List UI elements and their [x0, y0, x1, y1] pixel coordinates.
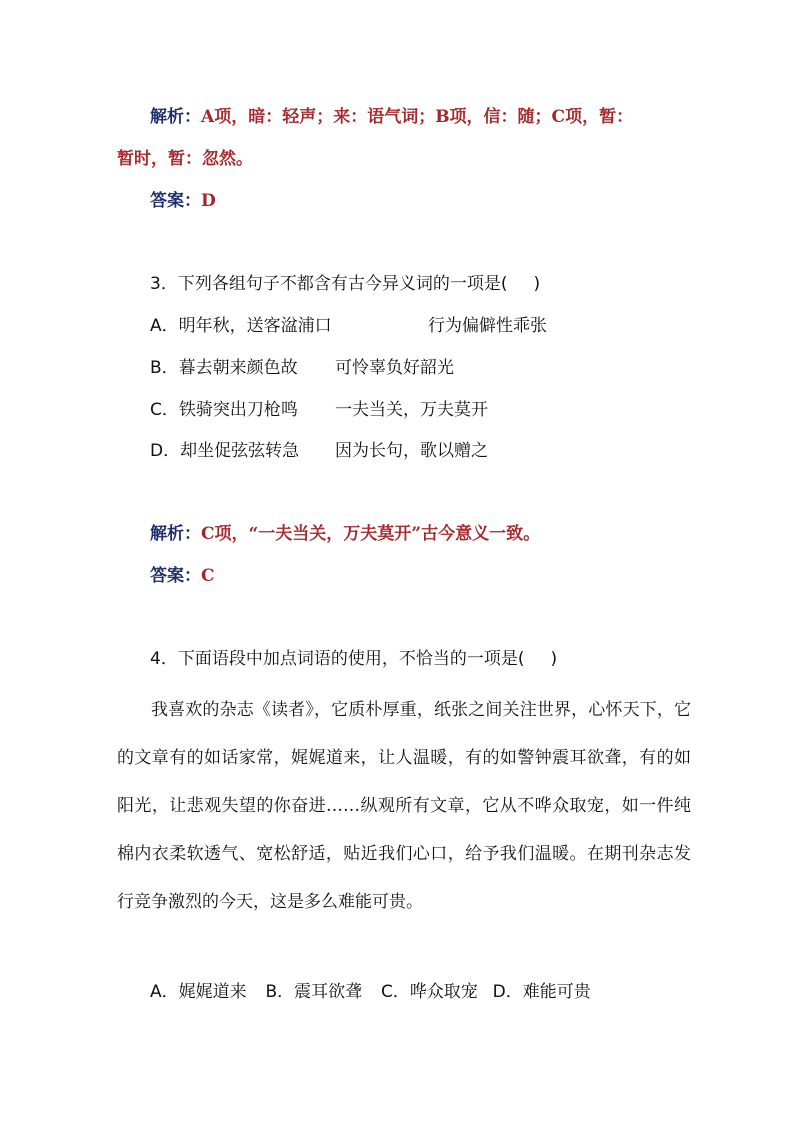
- option-c: [150, 398, 298, 422]
- answer-value: C: [201, 566, 215, 586]
- option-d-second: [335, 439, 488, 463]
- choice-c-text: 哗众取宠: [409, 982, 478, 1002]
- option-a-second: [428, 314, 547, 338]
- question-4-choices: [150, 980, 591, 1004]
- question-3-stem: [150, 272, 540, 296]
- question-4-text: 4．下面语段中加点词语的使用，不恰当的一项是(: [150, 649, 525, 669]
- answer-value: D: [201, 191, 216, 211]
- analysis-1-line-1: [150, 105, 633, 129]
- choice-a-label: A．: [150, 982, 179, 1002]
- answer-label: 答案：: [150, 566, 201, 586]
- option-label: C．: [150, 400, 179, 420]
- option-sentence-2: 可怜辜负好韶光: [335, 358, 454, 378]
- option-sentence-1: 明年秋，送客湓浦口: [178, 316, 332, 336]
- choice-d-text: 难能可贵: [522, 982, 591, 1002]
- choice-b-text: 震耳欲聋: [294, 982, 363, 1002]
- choice-c-label: C．: [380, 982, 410, 1002]
- analysis-label: 解析：: [150, 524, 201, 544]
- option-label: B．: [150, 358, 179, 378]
- option-c-second: [335, 398, 488, 422]
- analysis-text-continued: 暂时，暂：忽然。: [117, 149, 253, 169]
- analysis-text: C项，“一夫当关，万夫莫开”古今意义一致。: [201, 524, 541, 544]
- analysis-1-line-2: [117, 147, 253, 171]
- option-a: [150, 314, 332, 338]
- choice-d-label: D．: [492, 982, 523, 1002]
- option-d: [150, 439, 299, 463]
- analysis-text: A项，暗：轻声；来：语气词；B项，信：随；C项，暂：: [201, 107, 634, 127]
- option-sentence-2: 行为偏僻性乖张: [428, 316, 547, 336]
- answer-1: [150, 189, 216, 213]
- option-sentence-1: 铁骑突出刀枪鸣: [178, 400, 298, 420]
- question-3-text: 3．下列各组句子不都含有古今异义词的一项是(: [150, 274, 508, 294]
- option-label: A．: [150, 316, 179, 336]
- analysis-label: 解析：: [150, 107, 201, 127]
- question-3-close-paren: ): [533, 274, 541, 294]
- option-b-second: [335, 356, 454, 380]
- answer-2: [150, 564, 215, 588]
- question-4-passage: 我喜欢的杂志《读者》，它质朴厚重，纸张之间关注世界，心怀天下，它的文章有的如话家常，娓娓道来，让人温暖，有的如警钟震耳欲聋，有的如阳光，让悲观失望的你奋进……纵观所有文章，它从不哗众取宠，如一件纯棉内衣柔软透气、宽松舒适，贴近我们心口，给予我们温暖。在期刊杂志发行竞争激烈的今天，这是多么难能可贵。: [117, 700, 691, 912]
- question-4-stem: [150, 647, 557, 671]
- answer-label: 答案：: [150, 191, 201, 211]
- question-4-close-paren: ): [550, 649, 558, 669]
- choice-a-text: 娓娓道来: [178, 982, 247, 1002]
- option-sentence-1: 却坐促弦弦转急: [180, 441, 300, 461]
- option-b: [150, 356, 298, 380]
- option-label: D．: [150, 441, 181, 461]
- option-sentence-2: 因为长句，歌以赠之: [335, 441, 488, 461]
- option-sentence-1: 暮去朝来颜色故: [178, 358, 298, 378]
- analysis-2: [150, 522, 540, 546]
- option-sentence-2: 一夫当关，万夫莫开: [335, 400, 488, 420]
- choice-b-label: B．: [265, 982, 295, 1002]
